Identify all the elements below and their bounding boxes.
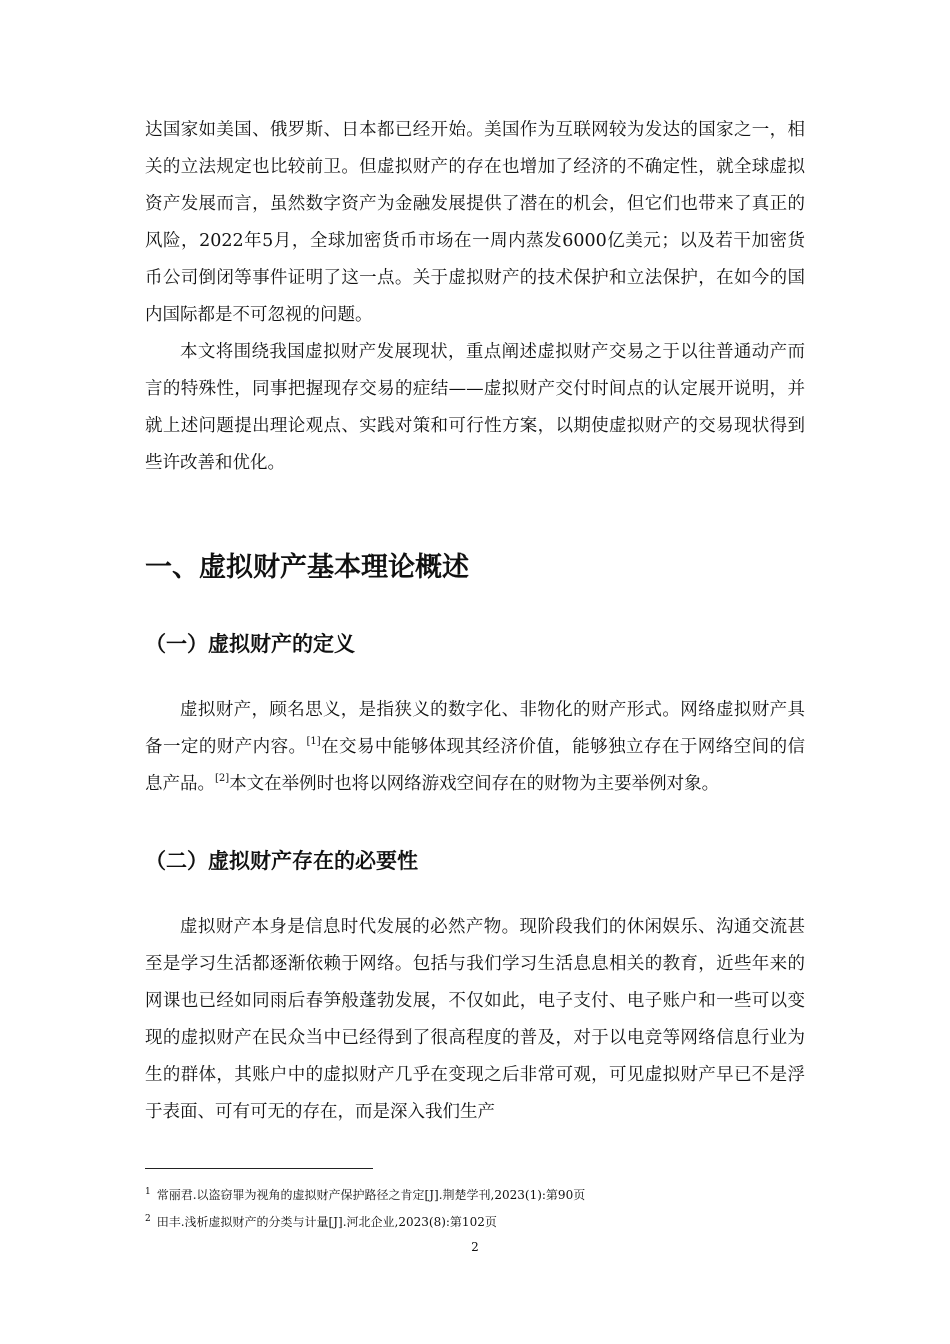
footnote-separator	[145, 1168, 373, 1169]
paragraph-definition	[145, 692, 805, 803]
footnote-item	[145, 1180, 805, 1207]
section-heading-necessity: （二）虚拟财产存在的必要性	[145, 849, 418, 873]
footnotes	[145, 1180, 805, 1234]
citation-ref-2[interactable]: [2]	[215, 773, 230, 784]
section-heading-definition: （一）虚拟财产的定义	[145, 632, 355, 656]
footnote-text: 常丽君.以盗窃罪为视角的虚拟财产保护路径之肯定[J].荆楚学刊,2023(1):第90页	[156, 1188, 586, 1202]
footnote-item	[145, 1207, 805, 1234]
definition-text-part2: 在交易中能够体现其经济价值，能够独立存在于网络空间的信息产品。	[145, 737, 806, 794]
definition-text-part1: 虚拟财产，顾名思义，是指狭义的数字化、非物化的财产形式。网络虚拟财产具备一定的财产内容。	[145, 700, 805, 757]
paragraph-intro-continued: 达国家如美国、俄罗斯、日本都已经开始。美国作为互联网较为发达的国家之一，相关的立法规定也比较前卫。但虚拟财产的存在也增加了经济的不确定性，就全球虚拟资产发展而言，虽然数字资产为金融发展提供了潜在的机会，但它们也带来了真正的风险，2022年5月，全球加密货币市场在一周内蒸发6000亿美元；以及若干加密货币公司倒闭等事件证明了这一点。关于虚拟财产的技术保护和立法保护，在如今的国内国际都是不可忽视的问题。	[145, 120, 805, 325]
paragraph-necessity: 虚拟财产本身是信息时代发展的必然产物。现阶段我们的休闲娱乐、沟通交流甚至是学习生活都逐渐依赖于网络。包括与我们学习生活息息相关的教育，近些年来的网课也已经如同雨后春笋般蓬勃发展，不仅如此，电子支付、电子账户和一些可以变现的虚拟财产在民众当中已经得到了很高程度的普及，对于以电竞等网络信息行业为生的群体，其账户中的虚拟财产几乎在变现之后非常可观，可见虚拟财产早已不是浮于表面、可有可无的存在，而是深入我们生产	[145, 917, 805, 1122]
chapter-heading: 一、虚拟财产基本理论概述	[145, 552, 469, 583]
definition-text-part3: 本文在举例时也将以网络游戏空间存在的财物为主要举例对象。	[229, 774, 720, 794]
page-body	[145, 112, 805, 1131]
footnote-mark: 2	[145, 1214, 151, 1224]
paragraph-intro-scope: 本文将围绕我国虚拟财产发展现状，重点阐述虚拟财产交易之于以往普通动产而言的特殊性，同事把握现存交易的症结——虚拟财产交付时间点的认定展开说明，并就上述问题提出理论观点、实践对策和可行性方案，以期使虚拟财产的交易现状得到些许改善和优化。	[145, 342, 805, 473]
citation-ref-1[interactable]: [1]	[306, 736, 321, 747]
page-number: 2	[471, 1240, 479, 1254]
footnote-mark: 1	[145, 1187, 151, 1197]
footnote-text: 田丰.浅析虚拟财产的分类与计量[J].河北企业,2023(8):第102页	[156, 1215, 497, 1229]
